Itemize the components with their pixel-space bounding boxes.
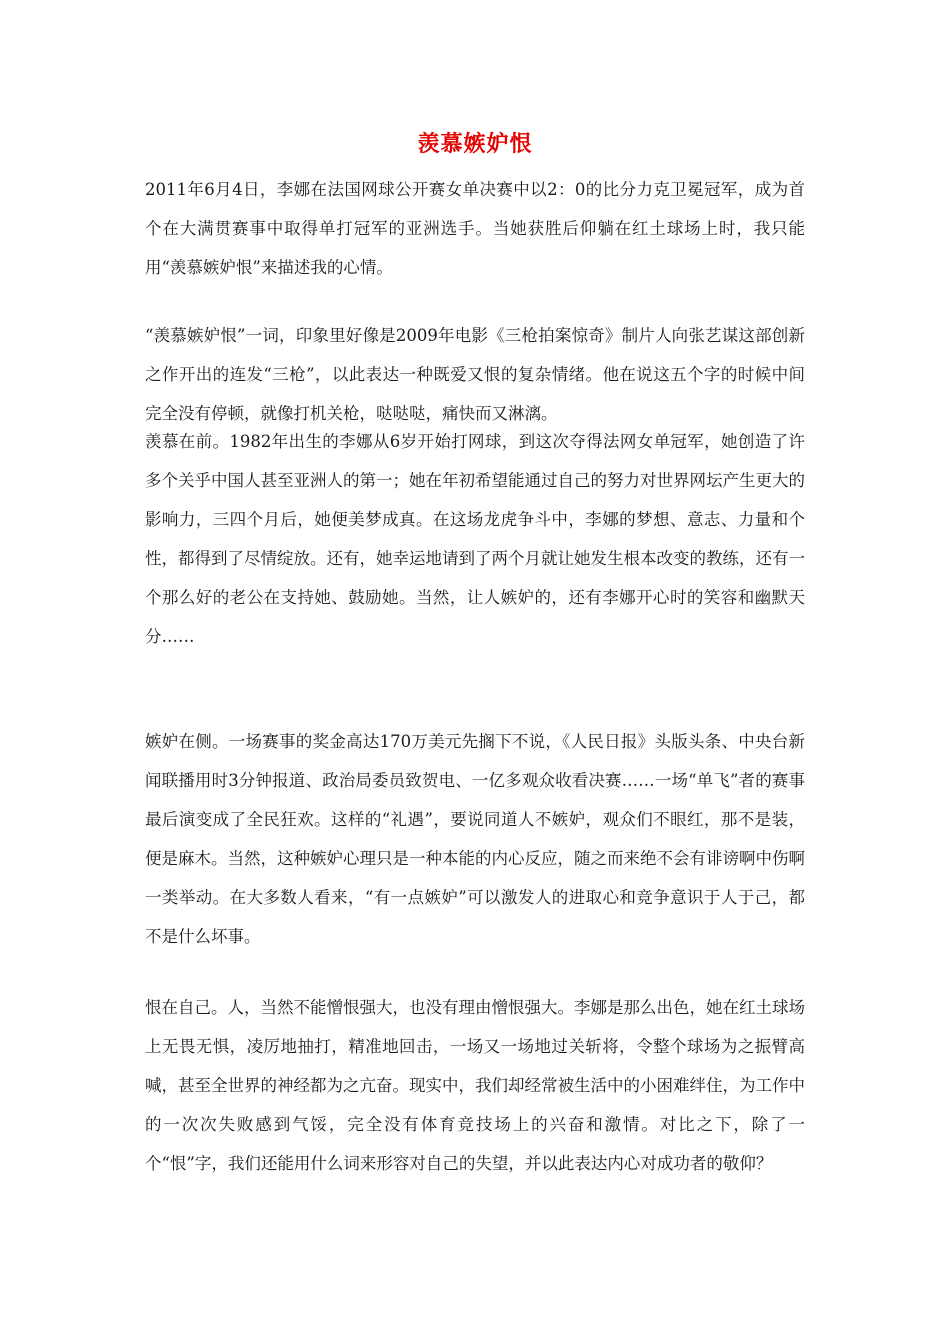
paragraph-1: 2011年6月4日，李娜在法国网球公开赛女单决赛中以2：0的比分力克卫冕冠军，成为首个在大满贯赛事中取得单打冠军的亚洲选手。当她获胜后仰躺在红土球场上时，我只能用“羡慕嫉妒恨”来描述我的心情。 — [145, 180, 805, 277]
document-title: 羡慕嫉妒恨 — [417, 132, 533, 157]
paragraph-4: 嫉妒在侧。一场赛事的奖金高达170万美元先搁下不说，《人民日报》头版头条、中央台新闻联播用时3分钟报道、政治局委员致贺电、一亿多观众收看决赛……一场“单飞”者的赛事最后演变成了全民狂欢。这样的“礼遇”，要说同道人不嫉妒，观众们不眼红，那不是装，便是麻木。当然，这种嫉妒心理只是一种本能的内心反应，随之而来绝不会有诽谤啊中伤啊一类举动。在大多数人看来，“有一点嫉妒”可以激发人的进取心和竞争意识于人于己，都不是什么坏事。 — [145, 732, 805, 946]
paragraph-5: 恨在自己。人，当然不能憎恨强大，也没有理由憎恨强大。李娜是那么出色，她在红土球场上无畏无惧，凌厉地抽打，精准地回击，一场又一场地过关斩将，令整个球场为之振臂高喊，甚至全世界的神经都为之亢奋。现实中，我们却经常被生活中的小困难绊住，为工作中的一次次失败感到气馁，完全没有体育竞技场上的兴奋和激情。对比之下，除了一个“恨”字，我们还能用什么词来形容对自己的失望，并以此表达内心对成功者的敬仰？ — [145, 998, 805, 1173]
paragraph-3: 羡慕在前。1982年出生的李娜从6岁开始打网球，到这次夺得法网女单冠军，她创造了许多个关乎中国人甚至亚洲人的第一；她在年初希望能通过自己的努力对世界网坛产生更大的影响力，三四个月后，她便美梦成真。在这场龙虎争斗中，李娜的梦想、意志、力量和个性，都得到了尽情绽放。还有，她幸运地请到了两个月就让她发生根本改变的教练，还有一个那么好的老公在支持她、鼓励她。当然，让人嫉妒的，还有李娜开心时的笑容和幽默天分…… — [145, 432, 805, 646]
paragraph-2: “羡慕嫉妒恨”一词，印象里好像是2009年电影《三枪拍案惊奇》制片人向张艺谋这部创新之作开出的连发“三枪”，以此表达一种既爱又恨的复杂情绪。他在说这五个字的时候中间完全没有停顿，就像打机关枪，哒哒哒，痛快而又淋漓。 — [145, 326, 805, 423]
